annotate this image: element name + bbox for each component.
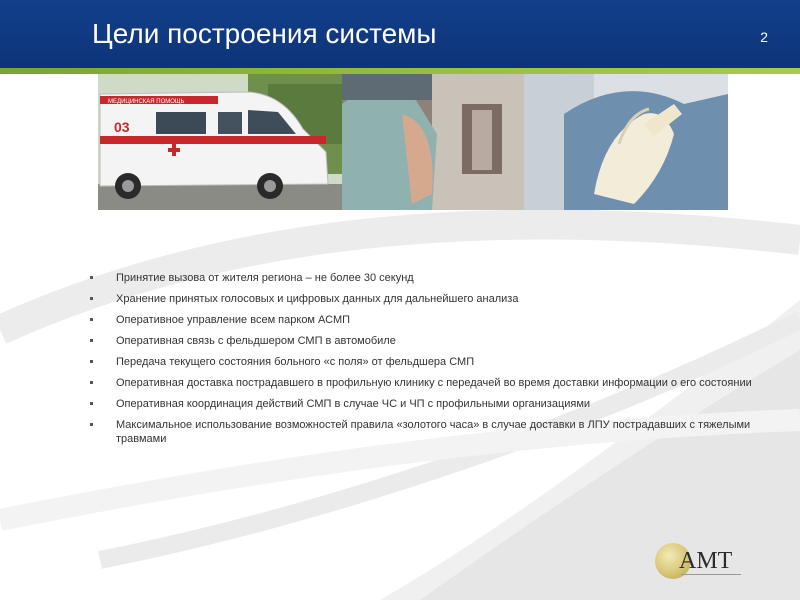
- page-number: 2: [760, 29, 768, 45]
- bullet-marker: [90, 318, 93, 321]
- list-item-text: Принятие вызова от жителя региона – не более 30 секунд: [116, 272, 414, 284]
- logo-underline: [681, 574, 741, 579]
- list-item: [90, 397, 760, 411]
- ambulance-photo: [98, 74, 342, 210]
- list-item: [90, 418, 760, 446]
- list-item: [90, 334, 760, 348]
- list-item: [90, 355, 760, 369]
- bullet-marker: [90, 402, 93, 405]
- logo-text: AMT: [679, 548, 733, 574]
- surgeon-photo: [342, 74, 524, 210]
- list-item-text: Хранение принятых голосовых и цифровых данных для дальнейшего анализа: [116, 293, 519, 305]
- bullet-marker: [90, 360, 93, 363]
- bullet-marker: [90, 423, 93, 426]
- photo-strip: [98, 74, 728, 210]
- goals-list: [90, 271, 760, 453]
- list-item: [90, 292, 760, 306]
- amt-logo: [655, 543, 745, 583]
- list-item-text: Оперативная доставка пострадавшего в профильную клинику с передачей во время доставки информации о его состоянии: [116, 377, 752, 389]
- bullet-marker: [90, 276, 93, 279]
- list-item-text: Оперативная координация действий СМП в случае ЧС и ЧП с профильными организациями: [116, 398, 591, 410]
- list-item: [90, 271, 760, 285]
- bullet-marker: [90, 381, 93, 384]
- ambulance-number: 03: [114, 119, 130, 135]
- list-item-text: Оперативная связь с фельдшером СМП в автомобиле: [116, 335, 396, 347]
- slide-title: Цели построения системы: [92, 18, 437, 49]
- bullet-marker: [90, 339, 93, 342]
- ambulance-label: МЕДИЦИНСКАЯ ПОМОЩЬ: [108, 99, 185, 105]
- list-item: [90, 313, 760, 327]
- bullet-marker: [90, 297, 93, 300]
- gloves-photo: [524, 74, 728, 210]
- list-item: [90, 376, 760, 390]
- list-item-text: Передача текущего состояния больного «с поля» от фельдшера СМП: [116, 356, 475, 368]
- list-item-text: Оперативное управление всем парком АСМП: [116, 314, 351, 326]
- list-item-text: Максимальное использование возможностей правила «золотого часа» в случае доставки в ЛПУ пострадавших с тяжелыми травмами: [116, 419, 751, 445]
